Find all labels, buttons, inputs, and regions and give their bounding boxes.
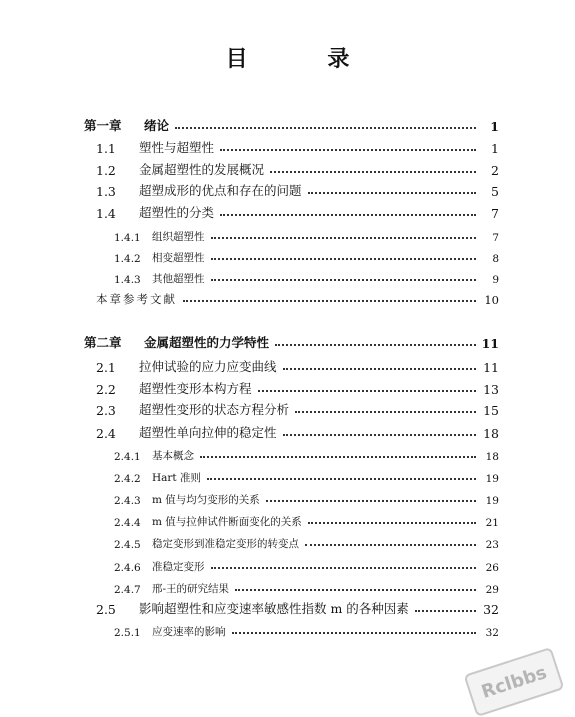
toc-entry-number: 2.3	[96, 403, 116, 418]
dot-leader	[175, 126, 476, 129]
toc-entry-number: 2.2	[96, 382, 116, 397]
toc-entry-label: 本章参考文献	[96, 292, 177, 306]
toc-entry-page: 19	[485, 473, 499, 485]
toc-section-entry[interactable]	[114, 533, 499, 551]
dot-leader	[275, 343, 476, 346]
toc-section-entry[interactable]	[96, 357, 499, 375]
dot-leader	[220, 148, 476, 151]
toc-section-entry[interactable]	[96, 138, 499, 156]
toc-entry-label: 组织超塑性	[152, 231, 205, 243]
toc-entry-label: m 值与均匀变形的关系	[152, 494, 260, 506]
toc-entry-page: 2	[491, 163, 499, 178]
toc-section-entry[interactable]	[114, 467, 499, 485]
toc-entry-page: 8	[492, 253, 499, 265]
toc-entry-label: 相变超塑性	[152, 252, 205, 264]
dot-leader	[200, 455, 476, 458]
toc-entry-page: 32	[483, 602, 499, 617]
toc-entry-number: 2.4.5	[114, 539, 141, 551]
dot-leader	[305, 543, 476, 546]
toc-entry-page: 23	[485, 539, 499, 551]
toc-entry-number: 2.5	[96, 602, 116, 617]
toc-entry-label: m 值与拉伸试件断面变化的关系	[152, 516, 302, 528]
toc-entry-number: 2.4.4	[114, 517, 141, 529]
toc-section-entry[interactable]	[96, 423, 499, 441]
toc-entry-number: 第一章	[84, 118, 122, 133]
toc-entry-label: 邢-王的研究结果	[152, 583, 230, 595]
toc-entry-label: 超塑成形的优点和存在的问题	[139, 183, 302, 198]
toc-entry-number: 1.4.2	[114, 253, 141, 265]
toc-entry-page: 5	[491, 184, 499, 199]
toc-references-entry[interactable]	[96, 289, 499, 307]
toc-entry-number: 1.2	[96, 163, 116, 178]
toc-entry-label: 应变速率的影响	[152, 626, 226, 638]
toc-entry-label: 超塑性变形的状态方程分析	[139, 402, 290, 417]
toc-section-entry[interactable]	[96, 160, 499, 178]
toc-entry-label: 拉伸试验的应力应变曲线	[139, 359, 277, 374]
dot-leader	[308, 191, 476, 194]
dot-leader	[211, 566, 477, 569]
toc-section-entry[interactable]	[96, 203, 499, 221]
toc-entry-number: 1.4	[96, 206, 116, 221]
toc-section-entry[interactable]	[114, 226, 499, 244]
toc-entry-label: 基本概念	[152, 450, 194, 462]
toc-entry-label: Hart 准则	[152, 472, 201, 484]
toc-section-entry[interactable]	[114, 445, 499, 463]
toc-entry-number: 2.5.1	[114, 627, 141, 639]
toc-entry-page: 9	[492, 274, 499, 286]
dot-leader	[235, 588, 476, 591]
toc-section-entry[interactable]	[114, 489, 499, 507]
dot-leader	[211, 236, 477, 239]
toc-section-entry[interactable]	[114, 621, 499, 639]
dot-leader	[283, 367, 476, 370]
toc-entry-number: 2.4	[96, 426, 116, 441]
toc-chapter-entry[interactable]	[84, 116, 499, 134]
toc-entry-label: 稳定变形到准稳定变形的转变点	[152, 538, 299, 550]
dot-leader	[211, 278, 477, 281]
toc-entry-label: 超塑性变形本构方程	[139, 381, 252, 396]
toc-entry-label: 金属超塑性的力学特性	[144, 335, 270, 350]
dot-leader	[258, 389, 476, 392]
toc-entry-page: 21	[485, 517, 499, 529]
toc-entry-number: 2.4.7	[114, 584, 141, 596]
dot-leader	[232, 631, 477, 634]
toc-section-entry[interactable]	[114, 578, 499, 596]
dot-leader	[270, 170, 476, 173]
toc-entry-number: 1.4.3	[114, 274, 141, 286]
toc-entry-number: 2.4.2	[114, 473, 141, 485]
toc-entry-page: 18	[483, 426, 499, 441]
toc-section-entry[interactable]	[96, 379, 499, 397]
dot-leader	[266, 499, 476, 502]
toc-section-entry[interactable]	[96, 599, 499, 617]
toc-entry-label: 影响超塑性和应变速率敏感性指数 m 的各种因素	[139, 601, 409, 616]
toc-entry-number: 2.1	[96, 360, 116, 375]
toc-entry-page: 7	[492, 232, 499, 244]
dot-leader	[295, 410, 476, 413]
toc-entry-label: 超塑性单向拉伸的稳定性	[139, 425, 277, 440]
dot-leader	[211, 257, 477, 260]
toc-entry-page: 26	[485, 562, 499, 574]
toc-entry-page: 11	[481, 336, 499, 351]
toc-section-entry[interactable]	[96, 181, 499, 199]
dot-leader	[207, 477, 476, 480]
dot-leader	[183, 299, 476, 302]
toc-entry-label: 塑性与超塑性	[139, 140, 215, 155]
toc-entry-page: 29	[485, 584, 499, 596]
toc-entry-number: 1.1	[96, 141, 116, 156]
dot-leader	[283, 433, 476, 436]
toc-entry-page: 15	[483, 403, 499, 418]
dot-leader	[308, 521, 476, 524]
dot-leader	[220, 213, 476, 216]
toc-section-entry[interactable]	[114, 511, 499, 529]
page-title: 目 录	[225, 47, 386, 72]
toc-entry-page: 1	[491, 141, 499, 156]
toc-entry-page: 32	[485, 627, 499, 639]
toc-section-entry[interactable]	[114, 556, 499, 574]
toc-entry-page: 19	[485, 495, 499, 507]
toc-entry-label: 其他超塑性	[152, 273, 205, 285]
toc-entry-label: 超塑性的分类	[139, 205, 215, 220]
toc-chapter-entry[interactable]	[84, 333, 499, 351]
toc-entry-number: 1.3	[96, 184, 116, 199]
dot-leader	[415, 609, 476, 612]
toc-entry-page: 10	[484, 293, 499, 307]
toc-entry-label: 金属超塑性的发展概况	[139, 162, 265, 177]
toc-entry-page: 11	[483, 360, 499, 375]
watermark-stamp: Rclbbs	[463, 647, 564, 717]
toc-entry-label: 准稳定变形	[152, 561, 205, 573]
toc-entry-label: 绪论	[144, 118, 170, 133]
toc-entry-number: 1.4.1	[114, 232, 141, 244]
toc-entry-page: 13	[483, 382, 499, 397]
toc-section-entry[interactable]	[96, 400, 499, 418]
toc-entry-page: 7	[491, 206, 499, 221]
toc-section-entry[interactable]	[114, 268, 499, 286]
toc-entry-number: 第二章	[84, 335, 122, 350]
toc-entry-page: 18	[485, 451, 499, 463]
toc-entry-number: 2.4.3	[114, 495, 141, 507]
toc-entry-number: 2.4.6	[114, 562, 141, 574]
toc-entry-number: 2.4.1	[114, 451, 141, 463]
toc-entry-page: 1	[490, 119, 499, 134]
toc-section-entry[interactable]	[114, 247, 499, 265]
